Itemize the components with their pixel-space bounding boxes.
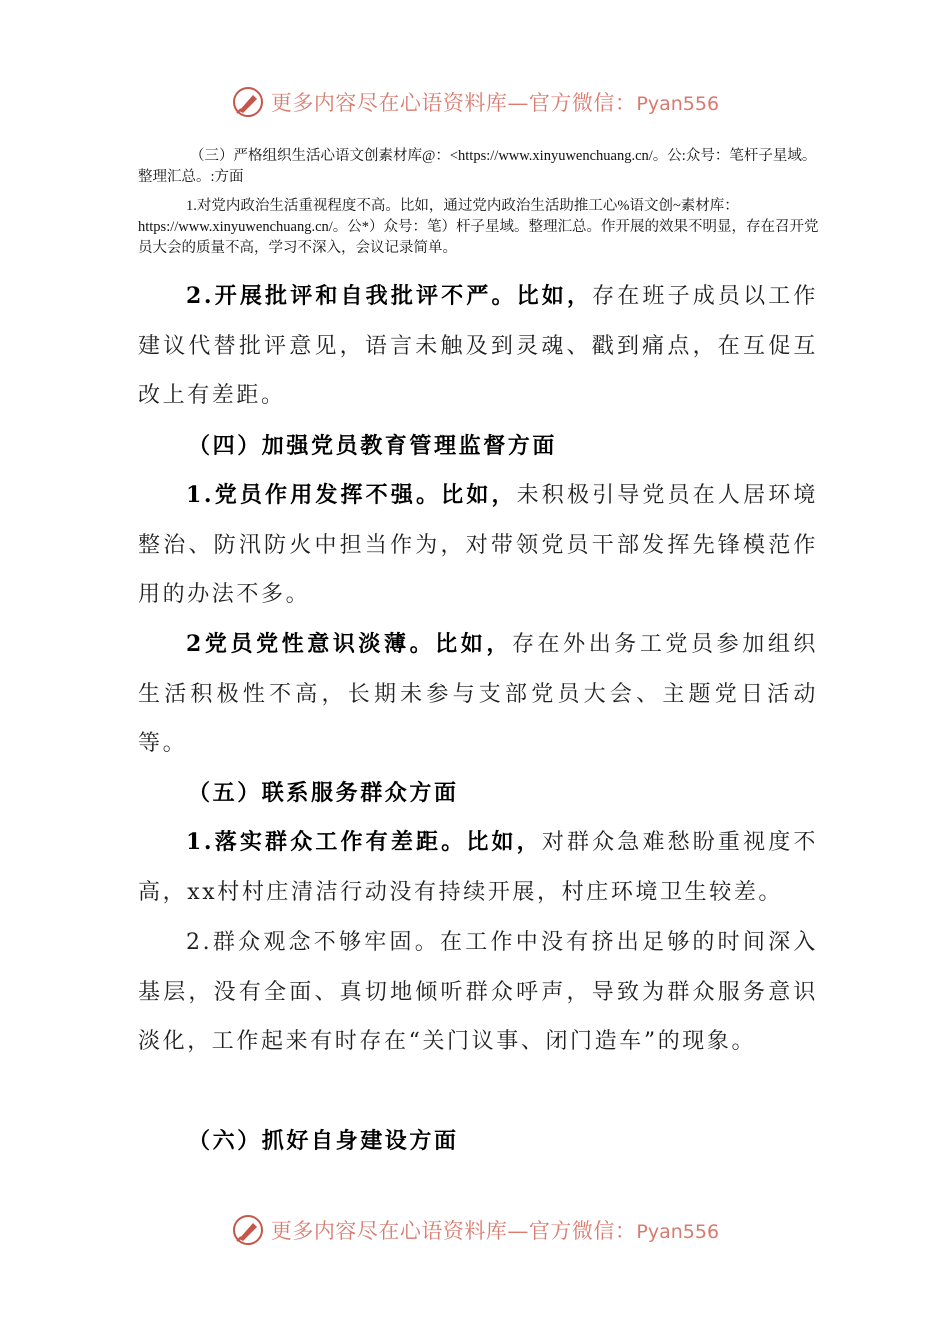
- item-lead: 2党员党性意识淡薄。比如，: [186, 631, 512, 657]
- item-lead: 2.开展批评和自我批评不严。比如，: [186, 283, 593, 309]
- section-three-item1-small: 1.对党内政治生活重视程度不高。比如，通过党内政治生活助推工心%语文创~素材库：https://www.xinyuwenchuang.cn/。公*）众号：笔）杆子星域。整理汇总。作开展的效果不明显，存在召开党员大会的质量不高，学习不深入，会议记录简单。: [138, 198, 819, 256]
- section-four-item2: [138, 620, 818, 769]
- section-three-item2: [138, 272, 818, 421]
- section-five-item2: 2.群众观念不够牢固。在工作中没有挤出足够的时间深入基层，没有全面、真切地倾听群众呼声，导致为群众服务意识淡化，工作起来有时存在“关门议事、闭门造车”的现象。: [138, 930, 818, 1054]
- section-five-heading: （五）联系服务群众方面: [188, 780, 459, 806]
- item-body: 存在班子成员以工作建议代替批评意见，语言未触及到灵魂、戳到痛点，在互促互改上有差距。: [138, 284, 818, 408]
- section-six-heading: （六）抓好自身建设方面: [188, 1128, 459, 1154]
- watermark-text: 更多内容尽在心语资料库—官方微信：Pyan556: [270, 1219, 720, 1243]
- item-lead: 1.落实群众工作有差距。比如，: [186, 829, 542, 855]
- section-five-item1: [138, 818, 818, 917]
- section-four-item1: [138, 471, 818, 620]
- item-lead: 1.党员作用发挥不强。比如，: [186, 482, 517, 508]
- pen-nib-icon: [231, 85, 265, 119]
- section-three-heading-small: （三）严格组织生活心语文创素材库@：<https://www.xinyuwenchuang.cn/。公:众号：笔杆子星域。整理汇总。:方面: [138, 148, 817, 185]
- bottom-watermark: [0, 1210, 950, 1250]
- watermark-text: 更多内容尽在心语资料库—官方微信：Pyan556: [270, 91, 720, 115]
- pen-nib-icon: [231, 1213, 265, 1247]
- item-body: 存在外出务工党员参加组织生活积极性不高，长期未参与支部党员大会、主题党日活动等。: [138, 632, 819, 756]
- section-four-heading: （四）加强党员教育管理监督方面: [188, 433, 558, 459]
- top-watermark: [0, 82, 950, 122]
- item-body: 未积极引导党员在人居环境整治、防汛防火中担当作为，对带领党员干部发挥先锋模范作用的办法不多。: [138, 483, 818, 607]
- item-body: 对群众急难愁盼重视度不高，xx村村庄清洁行动没有持续开展，村庄环境卫生较差。: [138, 830, 819, 905]
